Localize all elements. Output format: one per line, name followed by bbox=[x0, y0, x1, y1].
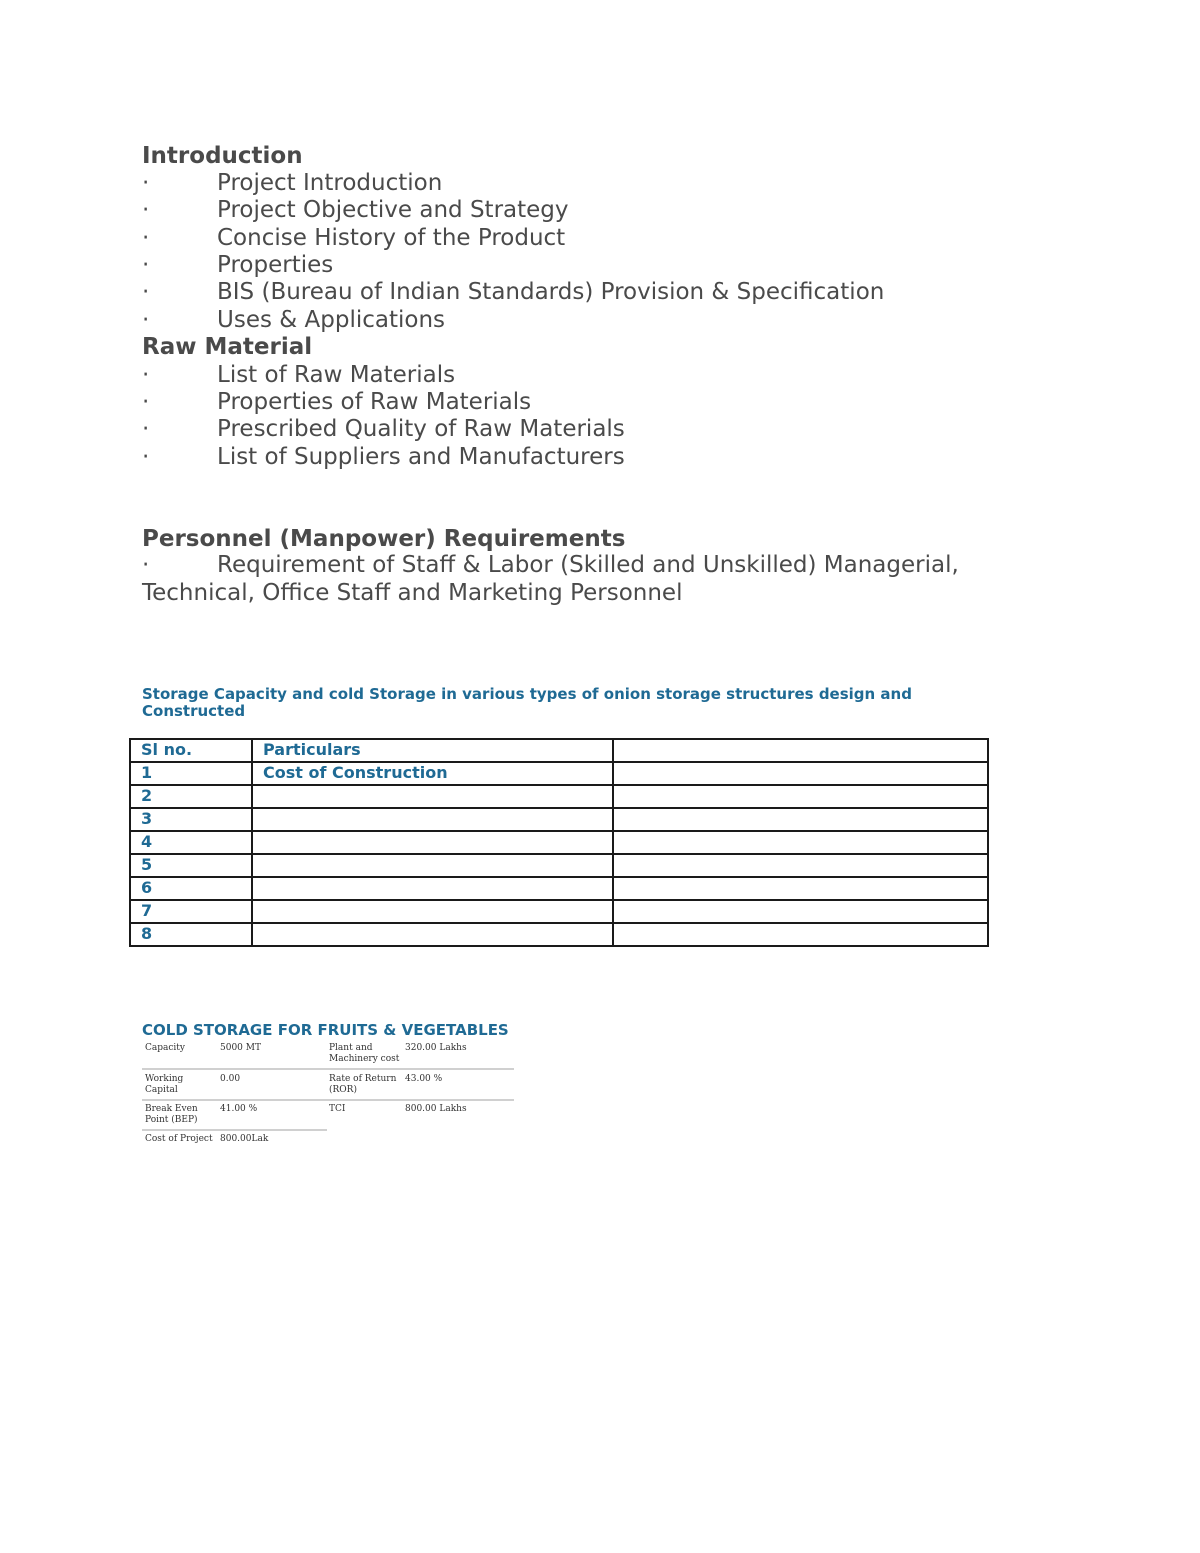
raw-item: · Properties of Raw Materials bbox=[142, 389, 532, 415]
table-row: 4 bbox=[130, 831, 988, 854]
divider bbox=[142, 1068, 514, 1070]
storage-table bbox=[129, 738, 989, 947]
intro-item: · Concise History of the Product bbox=[142, 225, 566, 251]
intro-item: · Project Objective and Strategy bbox=[142, 197, 569, 223]
divider bbox=[142, 1099, 514, 1101]
capacity-value: 5000 MT bbox=[220, 1043, 261, 1053]
raw-item: · List of Suppliers and Manufacturers bbox=[142, 444, 625, 470]
personnel-heading: Personnel (Manpower) Requirements bbox=[142, 526, 626, 552]
personnel-text: · Requirement of Staff & Labor (Skilled and Unskilled) Managerial, Technical, Office Staff and Marketing Personnel bbox=[142, 552, 959, 606]
intro-item: · Project Introduction bbox=[142, 170, 443, 196]
intro-item: · Uses & Applications bbox=[142, 307, 446, 333]
table-row: 7 bbox=[130, 900, 988, 923]
cost-of-project-label: Cost of Project bbox=[145, 1134, 213, 1144]
divider bbox=[142, 1129, 327, 1131]
table-row: 1 Cost of Construction bbox=[130, 762, 988, 785]
bep-label: Break Even Point (BEP) bbox=[145, 1104, 198, 1125]
ror-label: Rate of Return (ROR) bbox=[329, 1074, 397, 1095]
table-row: 2 bbox=[130, 785, 988, 808]
cold-storage-title: COLD STORAGE FOR FRUITS & VEGETABLES bbox=[142, 1021, 509, 1039]
table-row: 3 bbox=[130, 808, 988, 831]
capacity-label: Capacity bbox=[145, 1043, 185, 1053]
table-row: 8 bbox=[130, 923, 988, 946]
table-row: 5 bbox=[130, 854, 988, 877]
table-row: 6 bbox=[130, 877, 988, 900]
storage-title: Storage Capacity and cold Storage in various types of onion storage structures design and Constructed bbox=[142, 685, 912, 720]
plant-label: Plant and Machinery cost bbox=[329, 1043, 400, 1064]
table-header-row: Sl no. Particulars bbox=[130, 739, 988, 762]
plant-value: 320.00 Lakhs bbox=[405, 1043, 467, 1053]
intro-heading: Introduction bbox=[142, 143, 303, 169]
raw-heading: Raw Material bbox=[142, 334, 313, 360]
raw-item: · List of Raw Materials bbox=[142, 362, 456, 388]
tci-value: 800.00 Lakhs bbox=[405, 1104, 467, 1114]
tci-label: TCI bbox=[329, 1104, 346, 1114]
intro-item: · BIS (Bureau of Indian Standards) Provision & Specification bbox=[142, 279, 885, 305]
bep-value: 41.00 % bbox=[220, 1104, 258, 1114]
intro-item: · Properties bbox=[142, 252, 334, 278]
ror-value: 43.00 % bbox=[405, 1074, 443, 1084]
raw-item: · Prescribed Quality of Raw Materials bbox=[142, 416, 625, 442]
working-capital-label: Working Capital bbox=[145, 1074, 184, 1095]
cost-of-project-value: 800.00Lak bbox=[220, 1134, 269, 1144]
working-capital-value: 0.00 bbox=[220, 1074, 241, 1084]
